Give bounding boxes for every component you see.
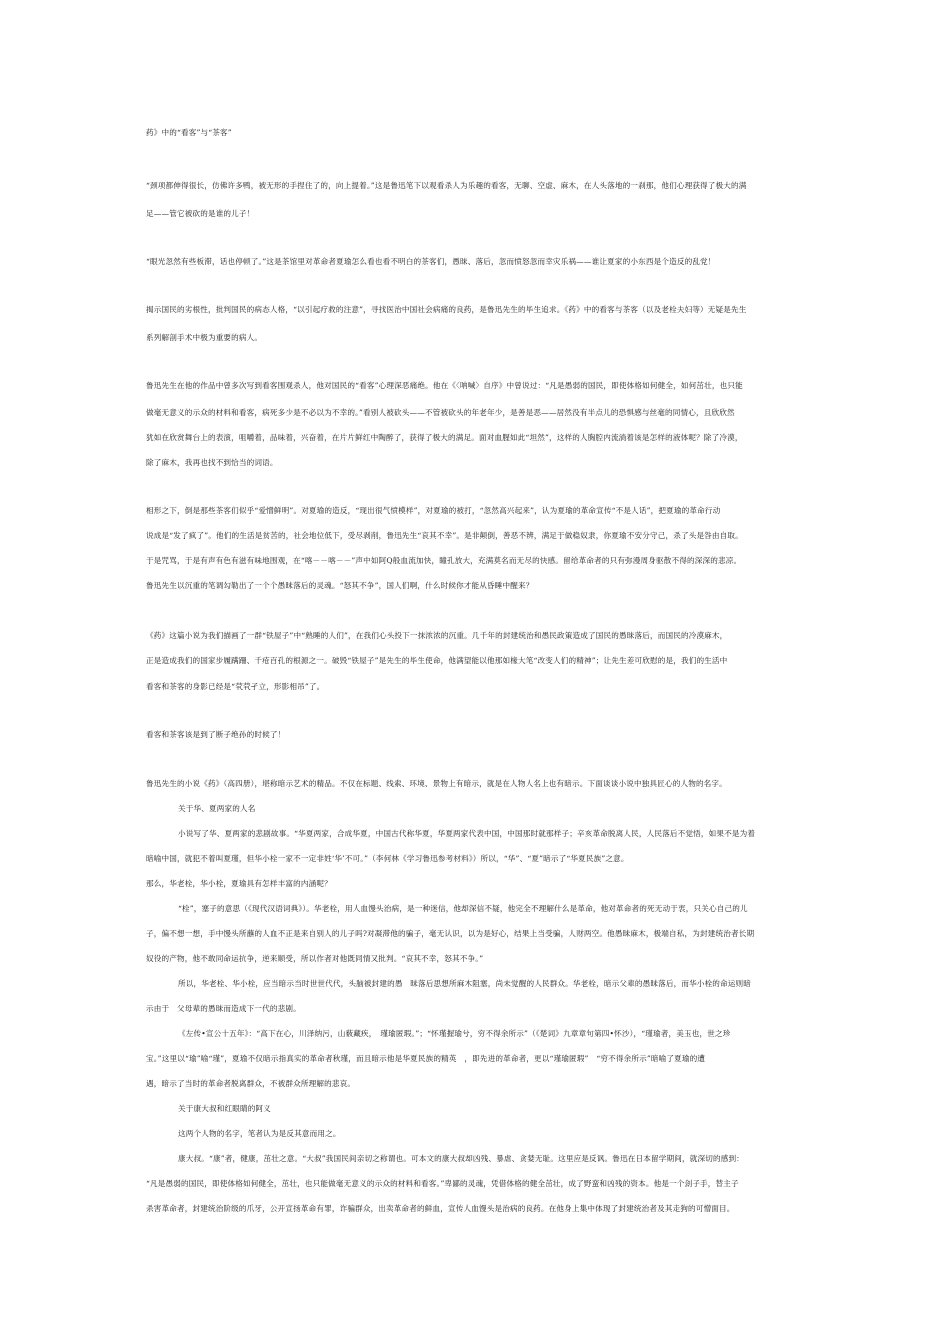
paragraph-line: 除了麻木，我再也找不到恰当的词语。	[146, 458, 278, 467]
paragraph-line: 遇，暗示了当时的革命者脱离群众，不被群众所理解的悲哀。	[146, 1079, 356, 1088]
paragraph-line: 康大叔。“康”者，健康，茁壮之意。“大叔”我国民间亲切之称谓也。可本文的康大叔却凶残、暴虐、贪婪无耻。这里应是反讽。鲁迅在日本留学期间，就深切的感到：	[178, 1154, 744, 1163]
paragraph-line: “眼光忽然有些板滞，话也停顿了。”这是茶馆里对革命者夏瑜怎么看也看不明白的茶客们，愚昧、落后，忽而愤怒忽而幸灾乐祸——谁让夏家的小东西是个造反的乱党！	[146, 257, 716, 266]
paragraph-line: 鲁迅先生以沉重的笔调勾勒出了一个个愚昧落后的灵魂。“怒其不争”，国人们啊，什么时候你才能从昏睡中醒来？	[146, 581, 534, 590]
paragraph-line: 奴役的产物，他不敢同命运抗争，逆来顺受，所以作者对他既同情又批判。“哀其不幸，怒其不争。”	[146, 954, 484, 963]
paragraph-line: 杀害革命者，封建统治阶级的爪牙，公开宣扬革命有罪，诈骗群众，出卖革命者的鲜血，宣传人血馒头是治病的良药。在他身上集中体现了封建统治者及其走狗的可憎面目。	[146, 1204, 735, 1213]
paragraph-line: 小说写了华、夏两家的悲剧故事。“华夏两家，合成华夏，中国古代称华夏，华夏两家代表中国，中国那时就那样子；辛亥革命脱离人民，人民落后不觉悟，如果不是为着	[178, 829, 756, 838]
paragraph-line: 犹如在欣赏舞台上的表演，咀嚼着，品味着，兴奋着，在片片鲜红中陶醉了，获得了极大的满足。面对血腥如此“坦然”，这样的人胸腔内流淌着该是怎样的液体呢？除了冷漠，	[146, 433, 743, 442]
paragraph-line: 相形之下，倒是那些茶客们似乎“爱憎鲜明”。对夏瑜的造反，“现出很气愤模样”，对夏瑜的被打，“忽然高兴起来”，认为夏瑜的革命宣传“不是人话”，把夏瑜的革命行动	[146, 506, 721, 515]
paragraph-line: 示由于 父母辈的愚昧而造成下一代的悲剧。	[146, 1004, 301, 1013]
paragraph-line: 所以，华老栓、华小栓，应当暗示当时世世代代，头脑被封建的愚 昧落后思想所麻木阻塞，尚未觉醒的人民群众。华老栓，暗示父辈的愚昧落后，而华小栓的命运则暗	[178, 979, 752, 988]
paragraph-line: 这两个人物的名字，笔者认为是反其意而用之。	[178, 1129, 341, 1138]
paragraph-line: 《左传•宣公十五年》：“高下在心，川泽纳污，山薮藏疾， 瑾瑜匿瑕。”；“怀瑾握瑜兮，穷不得余所示”（《楚词》九章章句第四•怀沙），“瑾瑜者，美玉也，世之珍	[178, 1029, 731, 1038]
paragraph-line: “凡是愚弱的国民，即使体格如何健全，茁壮，也只能做毫无意义的示众的材料和看客。”卑鄙的灵魂，凭借体格的健全茁壮，成了野蛮和凶残的资本。他是一个刽子手，替主子	[146, 1179, 739, 1188]
paragraph-line: 那么，华老栓，华小栓，夏瑜具有怎样丰富的内涵呢？	[146, 879, 332, 888]
paragraph-line: “栓”，塞子的意思（《现代汉语词典》）。华老栓，用人血馒头治病，是一种迷信，他却深信不疑，他完全不理解什么是革命，他对革命者的死无动于衷，只关心自己的儿	[178, 904, 748, 913]
paragraph-line: 看客和茶客的身影已经是“茕茕孑立，形影相吊”了。	[146, 682, 325, 691]
paragraph-line: 子，偏不想一想，手中馒头所蘸的人血不正是来自别人的儿子吗?对凝滞他的骗子，毫无认识，以为是好心，结果上当受骗，人财两空。他愚昧麻木，极端自私，为封建统治者长期	[146, 929, 755, 938]
paragraph-line: 系列解剖手术中极为重要的病人。	[146, 333, 263, 342]
paragraph-line: 暗喻中国，就犯不着叫夏瑾，但华小栓一家不一定非姓‘华’不可。”（李何林《学习鲁迅参考材料》）所以，“华”、“夏”暗示了“华夏民族”之意。	[146, 854, 629, 863]
paragraph-line: 足——管它被砍的是谁的儿子！	[146, 209, 255, 218]
paragraph-line: 宝。”这里以“瑜”喻“瑾”，夏瑜不仅暗示指真实的革命者秋瑾，而且暗示他是华夏民族的精英 ，即先进的革命者，更以“瑾瑜匿瑕” “穷不得余所示”暗喻了夏瑜的遭	[146, 1054, 706, 1063]
paragraph-line: 《药》这篇小说为我们描画了一群“铁屋子”中“熟睡的人们”，在我们心头投下一抹浓浓的沉重。几千年的封建统治和愚民政策造成了国民的愚昧落后，而国民的冷漠麻木，	[146, 631, 728, 640]
paragraph-line: 揭示国民的劣根性，批判国民的病态人格，“以引起疗救的注意”，寻找医治中国社会病痛的良药，是鲁迅先生的毕生追求。《药》中的看客与茶客（以及老栓夫妇等）无疑是先生	[146, 305, 747, 314]
section-heading: 关于康大叔和红眼睛的阿义	[178, 1104, 271, 1113]
paragraph-line: 正是造成我们的国家步履蹒跚、千疮百孔的根源之一。破毁“铁屋子”是先生的毕生使命，他满望能以他那如椽大笔“改变人们的精神”；让先生差可欣慰的是，我们的生活中	[146, 656, 728, 665]
paragraph-line: 鲁迅先生的小说《药》（高四册），堪称暗示艺术的精品。不仅在标题、线索、环境、景物上有暗示，就是在人物人名上也有暗示。下面谈谈小说中独具匠心的人物的名字。	[146, 779, 727, 788]
paragraph-line: “颈项都伸得很长，仿佛许多鸭，被无形的手捏住了的，向上提着。”这是鲁迅笔下以观看杀人为乐趣的看客，无聊、空虚、麻木，在人头落地的一刹那，他们心理获得了极大的满	[146, 181, 747, 190]
paragraph-line: 做毫无意义的示众的材料和看客，病死多少是不必以为不幸的。”看别人被砍头——不管被砍头的年老年少，是善是恶——居然没有半点儿的恐惧感与丝毫的同情心，且欣欣然	[146, 408, 735, 417]
article-title: 药》中的“看客”与“茶客”	[146, 128, 232, 137]
paragraph-line: 于是咒骂，于是有声有色有滋有味地围观，在“喀－－喀－－”声中如阿Q般血流加快，瞳孔放大，充满莫名而无尽的快感。留给革命者的只有弥漫周身驱散不得的深深的悲凉。	[146, 556, 742, 565]
paragraph-line: 鲁迅先生在他的作品中曾多次写到看客围观杀人，他对国民的“看客”心理深恶痛绝。他在《〈呐喊〉自序》中曾说过：“凡是愚弱的国民，即使体格如何健全，如何茁壮，也只能	[146, 381, 743, 390]
section-heading: 关于华、夏两家的人名	[178, 804, 256, 813]
paragraph-line: 说成是“发了疯了”。他们的生活是贫苦的，社会地位低下，受尽剥削，鲁迅先生“哀其不幸”。是非颠倒，善恶不辨，满足于做稳奴隶，你夏瑜不安分守己，杀了头是咎由自取。	[146, 531, 743, 540]
paragraph-line: 看客和茶客该是到了断子绝孙的时候了！	[146, 730, 286, 739]
